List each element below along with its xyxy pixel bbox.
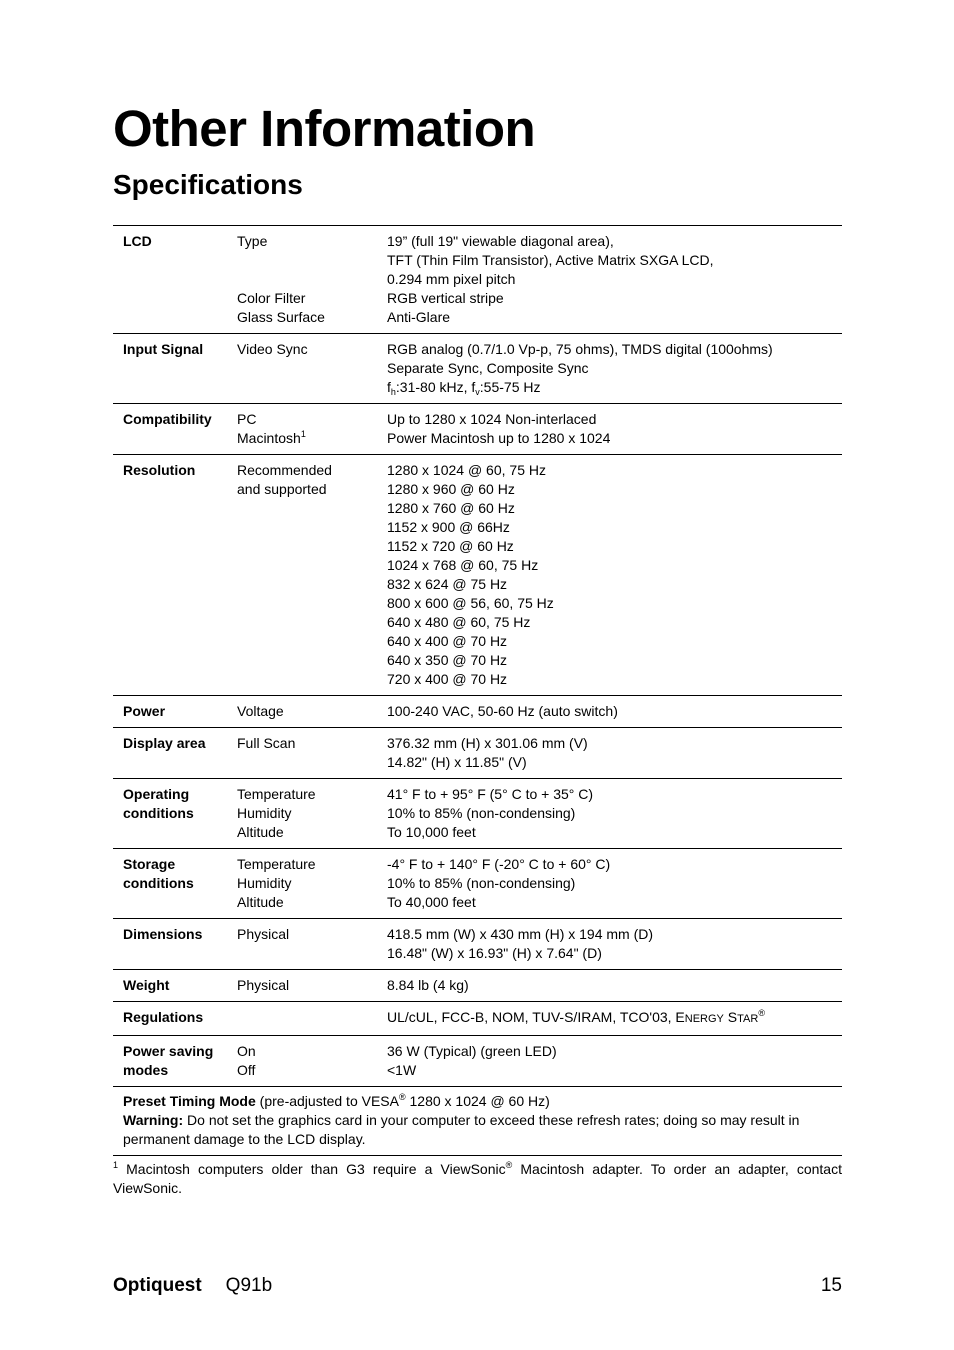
regulations-part: S [723, 1009, 738, 1025]
spec-label [237, 1008, 387, 1029]
warning-label: Warning: [123, 1112, 184, 1128]
spec-category [113, 410, 237, 448]
spec-label-line [237, 1061, 387, 1080]
spec-label-text: Glass Surface [237, 309, 325, 325]
spec-label-line [237, 855, 387, 874]
spec-row [113, 1036, 842, 1087]
spec-label-text: On [237, 1043, 256, 1059]
frequency-part: :31-80 kHz, f [395, 379, 476, 395]
spec-label-line [237, 251, 387, 270]
spec-label-line [237, 1008, 387, 1027]
spec-label-line [237, 270, 387, 289]
spec-category-line: conditions [123, 805, 194, 821]
spec-value [387, 461, 842, 689]
spec-category-line: Regulations [123, 1009, 204, 1025]
spec-value-line: 1280 x 1024 @ 60, 75 Hz [387, 462, 546, 478]
spec-value [387, 340, 842, 397]
spec-rows [113, 226, 842, 1087]
preset-timing-text: (pre-adjusted to VESA [255, 1093, 399, 1109]
spec-label [237, 855, 387, 912]
spec-label-text: Temperature [237, 786, 316, 802]
spec-label [237, 925, 387, 963]
spec-label-line [237, 480, 387, 499]
spec-category-line: Display area [123, 735, 206, 751]
spec-value [387, 410, 842, 448]
spec-category-line: conditions [123, 875, 194, 891]
spec-label-text: Temperature [237, 856, 316, 872]
regulations-line [387, 1008, 842, 1029]
spec-value [387, 785, 842, 842]
regulations-part: NERGY [684, 1013, 724, 1025]
spec-value [387, 1042, 842, 1080]
spec-label-line [237, 785, 387, 804]
spec-category [113, 1042, 237, 1080]
frequency-part: :55-75 Hz [479, 379, 541, 395]
regulations-part: ® [758, 1008, 765, 1018]
spec-value [387, 855, 842, 912]
spec-value [387, 734, 842, 772]
footnote [113, 1160, 842, 1198]
spec-label-line [237, 925, 387, 944]
spec-value-line: 1280 x 960 @ 60 Hz [387, 481, 515, 497]
spec-label-line [237, 823, 387, 842]
spec-value-line: 1280 x 760 @ 60 Hz [387, 500, 515, 516]
spec-value [387, 925, 842, 963]
spec-value-line: 640 x 400 @ 70 Hz [387, 633, 508, 649]
spec-category-line: LCD [123, 233, 152, 249]
spec-value-line: 19” (full 19" viewable diagonal area), [387, 233, 614, 249]
footnote-marker: 1 [300, 429, 306, 439]
spec-label-text: Physical [237, 977, 290, 993]
spec-row [113, 728, 842, 779]
spec-label-text: Recommended [237, 462, 332, 478]
spec-row [113, 779, 842, 849]
spec-label [237, 461, 387, 689]
spec-category-line: Storage [123, 856, 176, 872]
spec-row [113, 334, 842, 404]
spec-category [113, 461, 237, 689]
spec-label-line [237, 289, 387, 308]
spec-label-line [237, 410, 387, 429]
spec-label-line [237, 804, 387, 823]
spec-value-line: 100-240 VAC, 50-60 Hz (auto switch) [387, 703, 618, 719]
spec-value [387, 976, 842, 995]
spec-value [387, 702, 842, 721]
spec-label [237, 1042, 387, 1080]
spec-value [387, 232, 842, 327]
spec-label-text: Full Scan [237, 735, 296, 751]
spec-category-line: Power [123, 703, 166, 719]
spec-value-line: Power Macintosh up to 1280 x 1024 [387, 430, 611, 446]
spec-label-text: Altitude [237, 824, 284, 840]
warning-text: Do not set the graphics card in your computer to exceed these refresh rates; doing so may result in permanent damage to the LCD display. [123, 1112, 800, 1147]
spec-value-line: 418.5 mm (W) x 430 mm (H) x 194 mm (D) [387, 926, 654, 942]
page-title: Other Information [113, 100, 536, 157]
spec-value-line: 41° F to + 95° F (5° C to + 35° C) [387, 786, 594, 802]
spec-label-line [237, 340, 387, 359]
spec-row [113, 404, 842, 455]
spec-value-line: <1W [387, 1062, 417, 1078]
specifications-table [113, 225, 842, 1156]
spec-category-line: Power saving [123, 1043, 214, 1059]
spec-row [113, 1002, 842, 1036]
spec-row [113, 696, 842, 728]
frequency-part: v [475, 387, 480, 397]
spec-label-text: Video Sync [237, 341, 308, 357]
spec-label-text: Voltage [237, 703, 284, 719]
page-number: 15 [820, 1275, 842, 1296]
spec-label [237, 410, 387, 448]
spec-category [113, 855, 237, 912]
spec-label-text: Color Filter [237, 290, 306, 306]
spec-label-line [237, 893, 387, 912]
spec-label-line [237, 429, 387, 448]
warning-line [123, 1111, 832, 1149]
brand-name: Optiquest [113, 1275, 202, 1296]
preset-timing-value: 1280 x 1024 @ 60 Hz) [405, 1093, 550, 1109]
spec-value-line: 0.294 mm pixel pitch [387, 271, 516, 287]
spec-label-text: Macintosh [237, 430, 301, 446]
spec-value-line: 10% to 85% (non-condensing) [387, 805, 576, 821]
spec-value-line: 376.32 mm (H) x 301.06 mm (V) [387, 735, 588, 751]
spec-category-line: modes [123, 1062, 169, 1078]
preset-timing-label: Preset Timing Mode [123, 1093, 256, 1109]
spec-label [237, 340, 387, 397]
spec-label-text: Type [237, 233, 268, 249]
spec-value-line: 10% to 85% (non-condensing) [387, 875, 576, 891]
spec-value-line: To 10,000 feet [387, 824, 476, 840]
spec-category [113, 702, 237, 721]
spec-value-line: -4° F to + 140° F (-20° C to + 60° C) [387, 856, 611, 872]
spec-value-line: 640 x 350 @ 70 Hz [387, 652, 508, 668]
spec-label-text: Humidity [237, 805, 292, 821]
spec-category [113, 340, 237, 397]
registered-mark: ® [505, 1160, 513, 1170]
spec-category [113, 1008, 237, 1029]
spec-value-line: Separate Sync, Composite Sync [387, 360, 589, 376]
spec-category-line: Compatibility [123, 411, 212, 427]
frequency-part: h [390, 387, 396, 397]
spec-category [113, 925, 237, 963]
spec-value-line: 720 x 400 @ 70 Hz [387, 671, 508, 687]
spec-category [113, 785, 237, 842]
spec-row [113, 970, 842, 1002]
spec-value-line: 640 x 480 @ 60, 75 Hz [387, 614, 531, 630]
spec-label-text: and supported [237, 481, 327, 497]
spec-label-text: Altitude [237, 894, 284, 910]
spec-category-line: Dimensions [123, 926, 203, 942]
spec-value-line: 36 W (Typical) (green LED) [387, 1043, 557, 1059]
spec-value-line: 1152 x 720 @ 60 Hz [387, 538, 514, 554]
footnote-number: 1 [113, 1160, 119, 1170]
spec-label-line [237, 232, 387, 251]
spec-value [387, 1008, 842, 1029]
spec-label [237, 734, 387, 772]
registered-mark: ® [398, 1092, 406, 1102]
spec-label [237, 785, 387, 842]
spec-value-line: 1024 x 768 @ 60, 75 Hz [387, 557, 539, 573]
spec-label [237, 976, 387, 995]
page-footer [113, 1275, 842, 1297]
model-name: Q91b [225, 1275, 273, 1296]
spec-value-line: To 40,000 feet [387, 894, 476, 910]
spec-value-line: Up to 1280 x 1024 Non-interlaced [387, 411, 597, 427]
spec-label-text: Off [237, 1062, 256, 1078]
regulations-part: TAR [737, 1013, 759, 1025]
spec-label-line [237, 976, 387, 995]
spec-category [113, 976, 237, 995]
frequency-range-line [387, 378, 842, 397]
spec-label-line [237, 734, 387, 753]
section-heading: Specifications [113, 169, 303, 200]
spec-row [113, 919, 842, 970]
spec-label-text: Physical [237, 926, 290, 942]
spec-category-line: Weight [123, 977, 170, 993]
spec-value-line: TFT (Thin Film Transistor), Active Matrix SXGA LCD, [387, 252, 714, 268]
spec-category [113, 734, 237, 772]
spec-label [237, 702, 387, 721]
spec-label [237, 232, 387, 327]
spec-label-line [237, 308, 387, 327]
spec-label-line [237, 874, 387, 893]
spec-value-line: 1152 x 900 @ 66Hz [387, 519, 510, 535]
frequency-part: f [387, 379, 391, 395]
spec-category-line: Resolution [123, 462, 196, 478]
spec-value-line: RGB analog (0.7/1.0 Vp-p, 75 ohms), TMDS digital (100ohms) [387, 341, 773, 357]
spec-label-line [237, 1042, 387, 1061]
regulations-part: UL/cUL, FCC-B, NOM, TUV-S/IRAM, TCO'03, E [387, 1009, 685, 1025]
spec-label-text: Humidity [237, 875, 292, 891]
footnote-text: Macintosh computers older than G3 require a ViewSonic [118, 1161, 506, 1177]
spec-value-line: 14.82" (H) x 11.85" (V) [387, 754, 527, 770]
preset-timing-note [113, 1087, 842, 1156]
spec-value-line: 800 x 600 @ 56, 60, 75 Hz [387, 595, 554, 611]
spec-value-line: 16.48" (W) x 16.93" (H) x 7.64" (D) [387, 945, 602, 961]
spec-value-line: Anti-Glare [387, 309, 451, 325]
spec-label-line [237, 461, 387, 480]
spec-category-line: Input Signal [123, 341, 204, 357]
spec-row [113, 849, 842, 919]
spec-value-line: 832 x 624 @ 75 Hz [387, 576, 508, 592]
spec-category [113, 232, 237, 327]
spec-label-text: PC [237, 411, 257, 427]
preset-timing-line [123, 1092, 832, 1111]
spec-row [113, 455, 842, 696]
spec-value-line: 8.84 lb (4 kg) [387, 977, 469, 993]
spec-row [113, 226, 842, 334]
footnote-text-continued: Macintosh adapter. To order an adapter, contact ViewSonic. [113, 1161, 842, 1196]
spec-label-line [237, 702, 387, 721]
spec-category-line: Operating [123, 786, 190, 802]
spec-value-line: RGB vertical stripe [387, 290, 504, 306]
